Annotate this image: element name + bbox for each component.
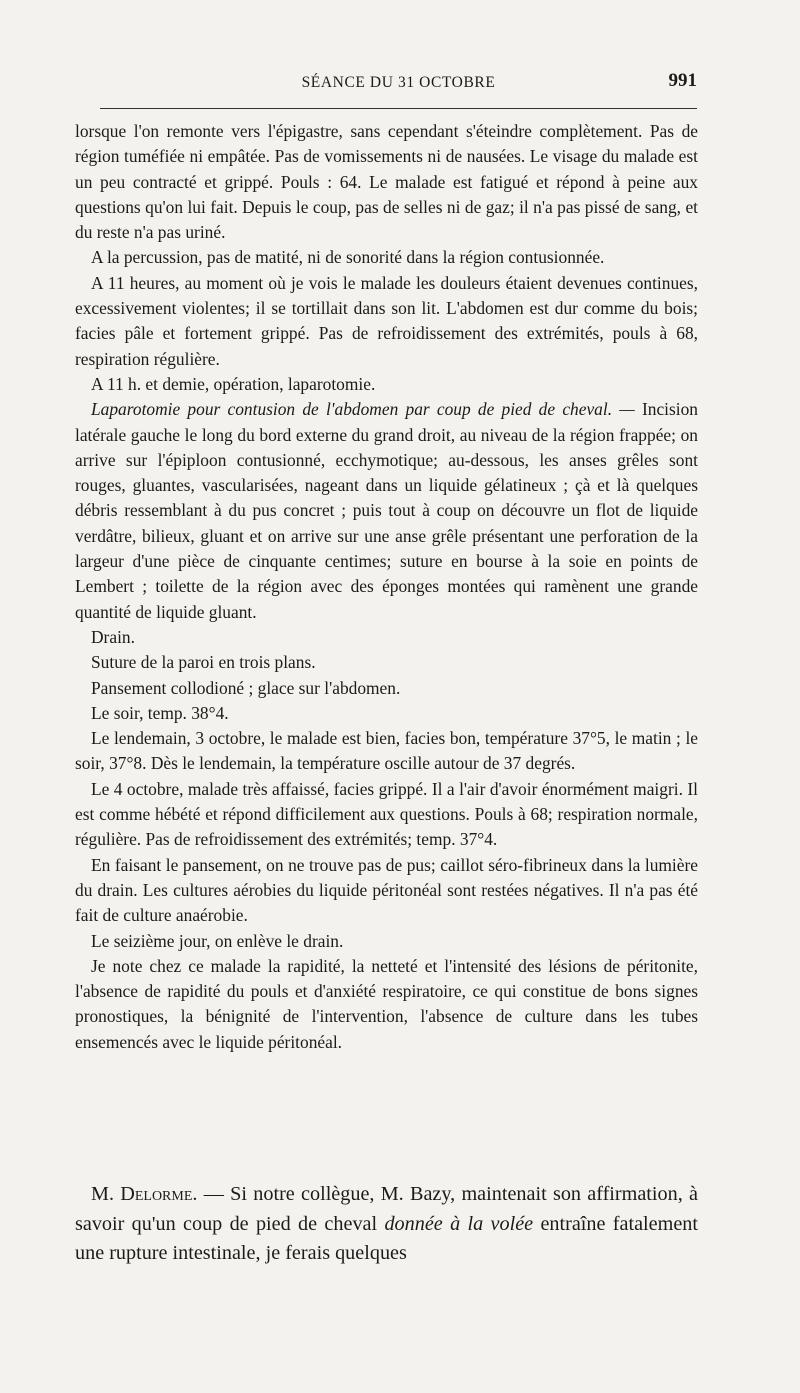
note-line: Je note chez ce malade la rapidité, la netteté et l'intensité des lésions de péritonite, l'absence de rapidité du pouls et d'anxiété respiratoire, ce qui constitue de bons signes pronostiques, la bénignité de l'intervention, l'absence de culture dans les tubes ensemencés avec le liquide péritonéal. [75,955,698,1052]
header-rule [100,108,697,109]
closing-text-part2: entraîne fatalement une rupture intestinale, je ferais quelques [75,1212,698,1264]
note-line: Le seizième jour, on enlève le drain. [91,930,344,951]
note-line: Le soir, temp. 38°4. [91,702,229,723]
closing-emphasis: donnée à la volée [384,1212,534,1235]
speaker-name: M. Delorme. [91,1183,198,1205]
paragraph: A 11 h. et demie, opération, laparotomie. [91,373,376,394]
page-number: 991 [668,70,697,91]
note-line: Drain. [91,626,135,647]
note-line: Le lendemain, 3 octobre, le malade est bien, facies bon, température 37°5, le matin ; le soir, 37°8. Dès le lendemain, la température oscille autour de 37 degrés. [75,728,698,774]
note-line: Suture de la paroi en trois plans. [91,652,316,673]
running-title: SÉANCE DU 31 OCTOBRE [301,74,496,91]
note-line: Pansement collodioné ; glace sur l'abdomen. [91,677,401,698]
note-line: En faisant le pansement, on ne trouve pas de pus; caillot séro-fibrineux dans la lumière du drain. Les cultures aérobies du liquide péritonéal sont restées négatives. Il n'a pas été fait de culture anaérobie. [75,854,698,926]
paragraph: lorsque l'on remonte vers l'épigastre, sans cependant s'éteindre complètement. Pas de région tuméfiée ni empâtée. Pas de vomissements ni de nausées. Le visage du malade est un peu contracté et grippé. Pouls : 64. Le malade est fatigué et répond à peine aux questions qu'on lui fait. Depuis le coup, pas de selles ni de gaz; il n'a pas pissé de sang, et du reste n'a pas uriné. [75,121,698,243]
paragraph: A la percussion, pas de matité, ni de sonorité dans la région contusionnée. [91,247,605,268]
paragraph: A 11 heures, au moment où je vois le malade les douleurs étaient devenues continues, excessivement violentes; il se tortillait dans son lit. L'abdomen est dur comme du bois; facies pâle et fortement grippé. Pas de refroidissement des extrémités, pouls à 68, respiration régulière. [75,272,698,369]
page-header [100,70,697,96]
case-report-body [75,119,698,1055]
discussion-remark [75,1180,698,1269]
closing-paragraph [75,1180,698,1269]
operation-paragraph [75,397,698,625]
operation-title: Laparotomie pour contusion de l'abdomen par coup de pied de cheval. — [91,399,635,420]
note-line: Le 4 octobre, malade très affaissé, facies grippé. Il a l'air d'avoir énormément maigri. Il est comme hébété et répond difficilement aux questions. Pouls à 68; respiration normale, régulière. Pas de refroidissement des extrémités; temp. 37°4. [75,778,698,850]
closing-text-part1: — Si notre collègue, M. Bazy, maintenait son affirmation, à savoir qu'un coup de pied de cheval [75,1183,698,1235]
operation-text: Incision latérale gauche le long du bord externe du grand droit, au niveau de la région frappée; on arrive sur l'épiploon contusionné, ecchymotique; au-dessous, les anses grêles sont rouges, gluantes, vascularisées, nageant dans un liquide gélatineux ; çà et là quelques débris ressemblant à du pus concret ; puis tout à coup on découvre un flot de liquide verdâtre, bilieux, gluant et on arrive sur une anse grêle présentant une perforation de la largeur d'une pièce de cinquante centimes; suture en bourse à la soie en points de Lembert ; toilette de la région avec des éponges montées qui ramènent une grande quantité de liquide gluant. [75,399,698,622]
